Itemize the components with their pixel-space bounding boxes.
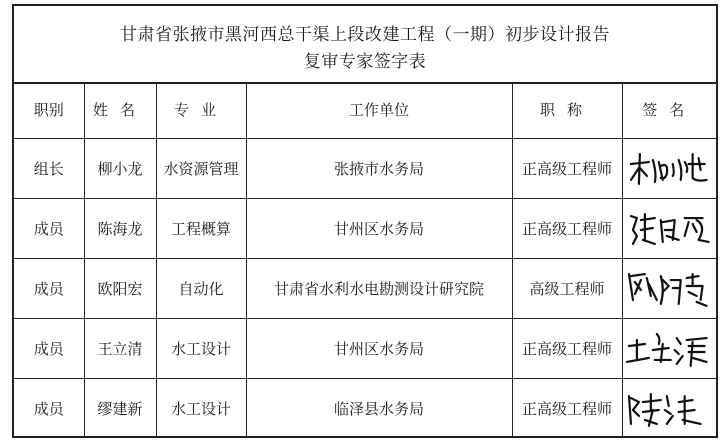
cell-signature — [622, 138, 716, 198]
sheet-subtitle: 复审专家签字表 — [303, 52, 427, 72]
cell-name: 陈海龙 — [84, 198, 156, 258]
cell-signature — [622, 378, 716, 438]
cell-position: 高级工程师 — [512, 258, 622, 318]
header-unit: 工作单位 — [246, 82, 512, 138]
cell-signature — [622, 318, 716, 378]
cell-position: 正高级工程师 — [512, 198, 622, 258]
table-row — [14, 198, 716, 258]
cell-specialty: 水资源管理 — [156, 138, 246, 198]
cell-name: 柳小龙 — [84, 138, 156, 198]
table-row — [14, 138, 716, 198]
report-title: 甘肃省张掖市黑河西总干渠上段改建工程（一期）初步设计报告 — [120, 25, 610, 45]
cell-unit: 甘肃省水利水电勘测设计研究院 — [246, 258, 512, 318]
handwritten-signature — [623, 260, 717, 316]
cell-specialty: 工程概算 — [156, 198, 246, 258]
cell-name: 王立清 — [84, 318, 156, 378]
cell-unit: 临泽县水务局 — [246, 378, 512, 438]
handwritten-signature — [623, 200, 717, 256]
cell-unit: 张掖市水务局 — [246, 138, 512, 198]
header-signature: 签名 — [622, 82, 716, 138]
handwritten-signature — [623, 380, 717, 436]
cell-role: 成员 — [14, 198, 84, 258]
cell-role: 成员 — [14, 258, 84, 318]
cell-role: 成员 — [14, 318, 84, 378]
table-header-row — [14, 82, 716, 138]
cell-specialty: 水工设计 — [156, 378, 246, 438]
cell-name: 欧阳宏 — [84, 258, 156, 318]
cell-unit: 甘州区水务局 — [246, 198, 512, 258]
cell-signature — [622, 258, 716, 318]
cell-signature — [622, 198, 716, 258]
handwritten-signature — [623, 140, 717, 196]
cell-specialty: 水工设计 — [156, 318, 246, 378]
header-name: 姓名 — [84, 82, 156, 138]
header-role: 职别 — [14, 82, 84, 138]
handwritten-signature — [623, 320, 717, 376]
cell-position: 正高级工程师 — [512, 138, 622, 198]
header-position: 职称 — [512, 82, 622, 138]
cell-name: 缪建新 — [84, 378, 156, 438]
cell-position: 正高级工程师 — [512, 318, 622, 378]
signature-sheet — [12, 4, 718, 438]
cell-role: 组长 — [14, 138, 84, 198]
table-row — [14, 258, 716, 318]
cell-role: 成员 — [14, 378, 84, 438]
table-row — [14, 378, 716, 438]
header-specialty: 专业 — [156, 82, 246, 138]
expert-roster-table — [14, 82, 716, 438]
table-row — [14, 318, 716, 378]
title-block — [14, 6, 716, 84]
cell-position: 正高级工程师 — [512, 378, 622, 438]
cell-unit: 甘州区水务局 — [246, 318, 512, 378]
cell-specialty: 自动化 — [156, 258, 246, 318]
